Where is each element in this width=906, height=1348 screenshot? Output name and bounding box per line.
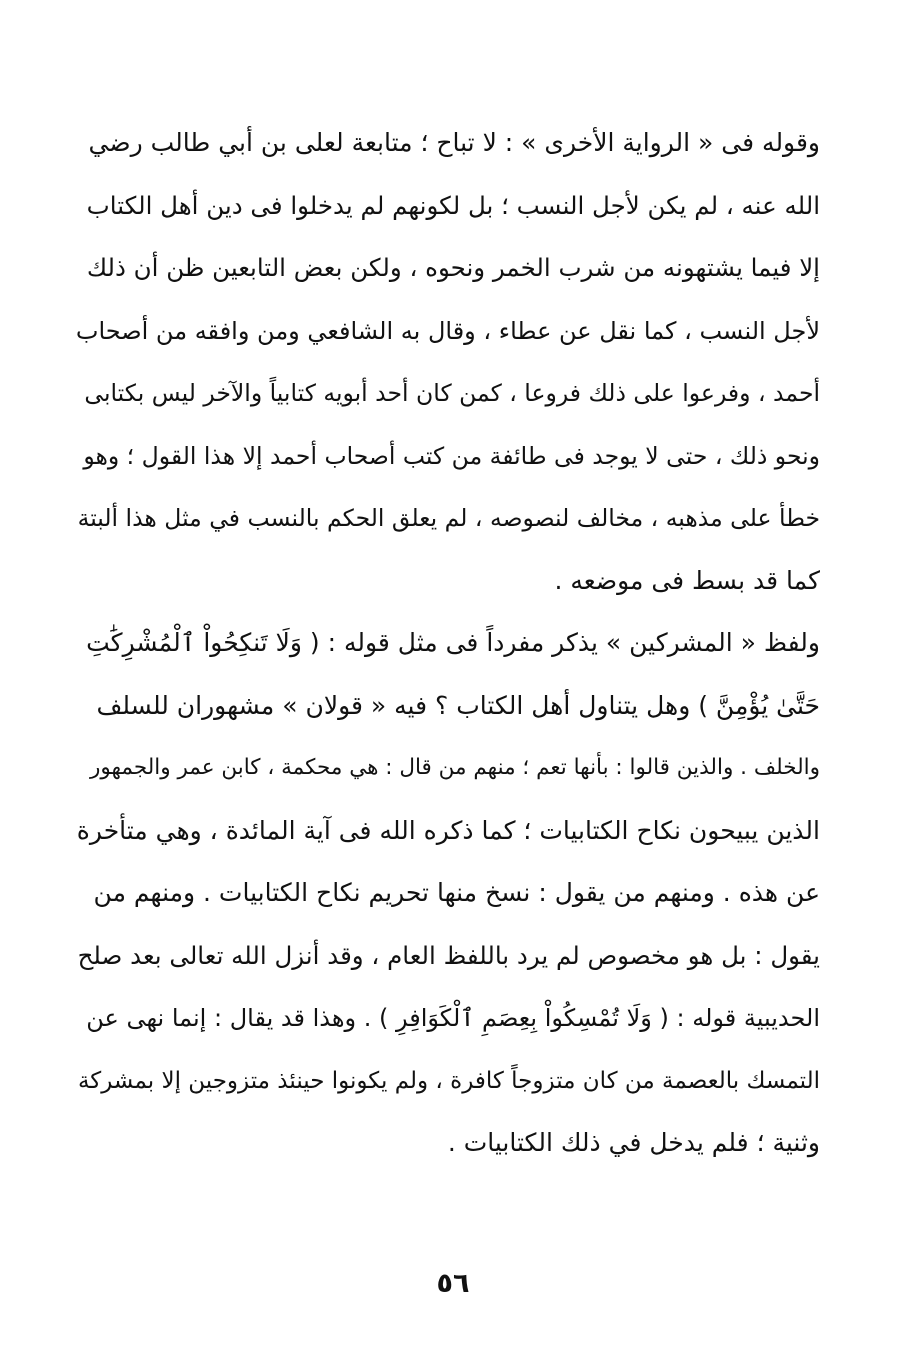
text-line: الحديبية قوله : ( وَلَا تُمْسِكُواْ بِعِصَمِ ٱلْكَوَافِرِ ) . وهذا قد يقال : إنما نهى عن: [86, 1004, 820, 1032]
paragraph-1: [75, 112, 820, 612]
text-line: لأجل النسب ، كما نقل عن عطاء ، وقال به الشافعي ومن وافقه من أصحاب: [75, 316, 820, 345]
text-line: كما قد بسط فى موضعه .: [554, 565, 820, 595]
text-line: إلا فيما يشتهونه من شرب الخمر ونحوه ، ولكن بعض التابعين ظن أن ذلك: [86, 253, 820, 282]
text-line: التمسك بالعصمة من كان متزوجاً كافرة ، ولم يكونوا حينئذ متزوجين إلا بمشركة: [77, 1067, 820, 1094]
paragraph-2: [75, 612, 820, 1175]
page-number: ٥٦: [436, 1268, 470, 1299]
text-line: أحمد ، وفرعوا على ذلك فروعا ، كمن كان أحد أبويه كتابياً والآخر ليس بكتابى: [84, 379, 820, 407]
text-line: خطأ على مذهبه ، مخالف لنصوصه ، لم يعلق الحكم بالنسب في مثل هذا ألبتة: [77, 504, 820, 532]
text-line: حَتَّىٰ يُؤْمِنَّ ) وهل يتناول أهل الكتاب ؟ فيه « قولان » مشهوران للسلف: [96, 690, 820, 720]
text-line: وثنية ؛ فلم يدخل في ذلك الكتابيات .: [447, 1128, 820, 1157]
text-line: ونحو ذلك ، حتى لا يوجد فى طائفة من كتب أصحاب أحمد إلا هذا القول ؛ وهو: [83, 441, 820, 470]
text-line: يقول : بل هو مخصوص لم يرد باللفظ العام ، وقد أنزل الله تعالى بعد صلح: [77, 940, 820, 970]
text-line: ولفظ « المشركين » يذكر مفرداً فى مثل قوله : ( وَلَا تَنكِحُواْ ٱلْمُشْرِكَٰتِ: [86, 628, 820, 657]
text-line: الذين يبيحون نكاح الكتابيات ؛ كما ذكره الله فى آية المائدة ، وهي متأخرة: [76, 815, 820, 845]
text-line: والخلف . والذين قالوا : بأنها تعم ؛ منهم من قال : هي محكمة ، كابن عمر والجمهور: [90, 755, 820, 780]
text-line: عن هذه . ومنهم من يقول : نسخ منها تحريم نكاح الكتابيات . ومنهم من: [93, 878, 820, 907]
text-line: الله عنه ، لم يكن لأجل النسب ؛ بل لكونهم لم يدخلوا فى دين أهل الكتاب: [86, 190, 820, 220]
text-line: وقوله فى « الرواية الأخرى » : لا تباح ؛ متابعة لعلى بن أبي طالب رضي: [88, 128, 820, 157]
